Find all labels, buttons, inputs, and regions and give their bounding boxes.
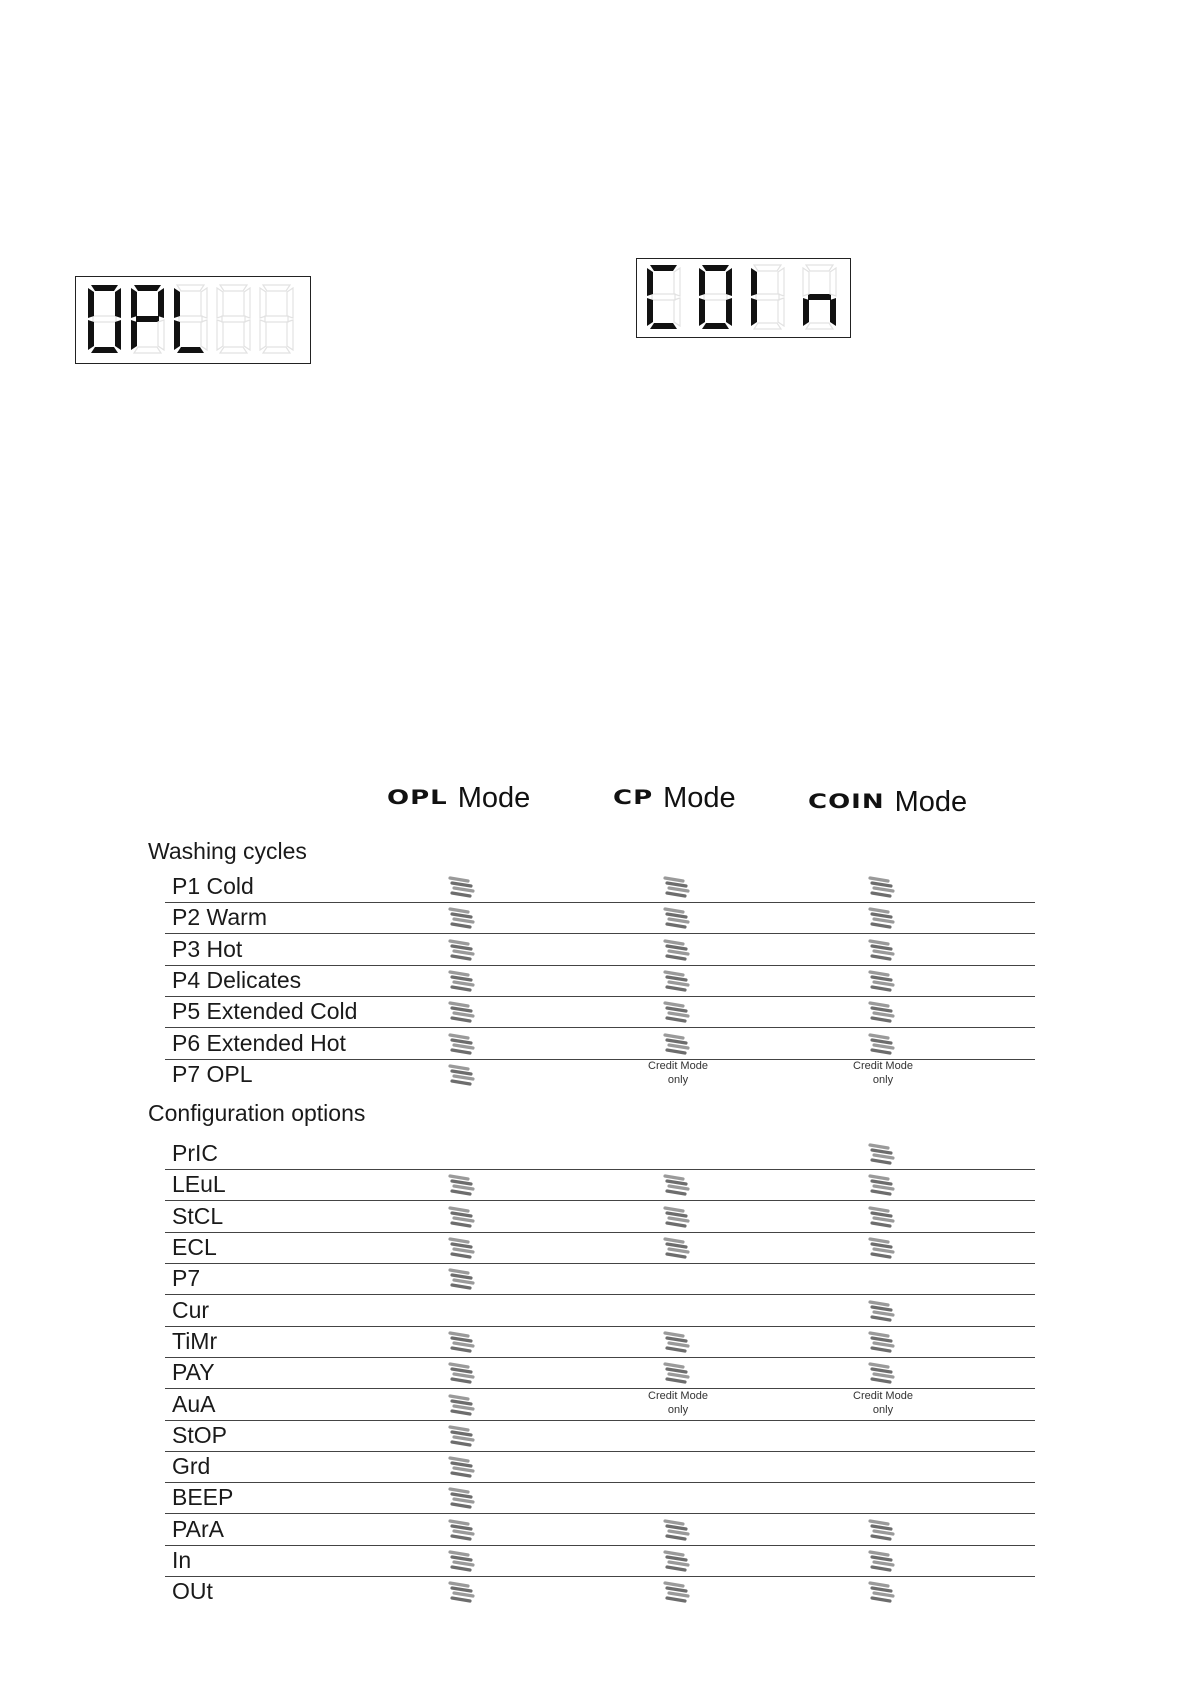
table-row: [165, 934, 1035, 966]
check-mark-icon: [868, 1580, 898, 1604]
check-mark-icon: [868, 969, 898, 993]
check-mark-icon: [868, 1330, 898, 1354]
cp-mode-code: CP: [613, 786, 654, 810]
table-row: [165, 1169, 1035, 1201]
table-row: [165, 1389, 1035, 1421]
row-label: StCL: [172, 1202, 224, 1229]
check-mark-icon: [868, 1173, 898, 1197]
credit-mode-only-note: [638, 1389, 718, 1417]
check-mark-icon: [448, 1424, 478, 1448]
check-mark-icon: [448, 1330, 478, 1354]
table-row: [165, 1576, 1035, 1607]
row-label: TiMr: [172, 1327, 218, 1354]
row-label: P1 Cold: [172, 873, 254, 899]
row-label: P2 Warm: [172, 904, 267, 931]
table-row: [165, 1295, 1035, 1327]
check-mark-icon: [448, 1486, 478, 1510]
credit-note-line2: only: [667, 1073, 689, 1086]
check-mark-icon: [448, 1032, 478, 1056]
credit-note-line2: only: [872, 1403, 894, 1416]
row-label: Grd: [172, 1453, 211, 1480]
credit-note-line1: Credit Mode: [648, 1059, 708, 1072]
check-mark-icon: [663, 1361, 693, 1385]
check-mark-icon: [448, 1063, 478, 1087]
check-mark-icon: [663, 938, 693, 962]
check-mark-icon: [868, 1000, 898, 1024]
check-mark-icon: [448, 1549, 478, 1573]
cp-mode-word: Mode: [663, 781, 736, 814]
table-row: [165, 1420, 1035, 1452]
check-mark-icon: [663, 1549, 693, 1573]
row-label: P6 Extended Hot: [172, 1029, 346, 1056]
table-row: [165, 1263, 1035, 1295]
check-mark-icon: [448, 969, 478, 993]
check-mark-icon: [663, 1000, 693, 1024]
table-row: [165, 1514, 1035, 1546]
table-row: [165, 1357, 1035, 1389]
check-mark-icon: [448, 1455, 478, 1479]
check-mark-icon: [663, 1236, 693, 1260]
row-label: LEuL: [172, 1171, 226, 1198]
check-mark-icon: [663, 1032, 693, 1056]
section-title: Configuration options: [148, 1100, 366, 1127]
check-mark-icon: [663, 1205, 693, 1229]
column-header-cp: [613, 778, 736, 818]
check-mark-icon: [663, 1173, 693, 1197]
column-header-opl: [387, 778, 530, 818]
table-row: [165, 871, 1035, 903]
credit-mode-only-note: [843, 1059, 923, 1087]
opl-mode-word: Mode: [457, 781, 531, 814]
check-mark-icon: [868, 1236, 898, 1260]
check-mark-icon: [448, 1205, 478, 1229]
table-row: [165, 965, 1035, 997]
check-mark-icon: [868, 1299, 898, 1323]
coin-mode-word: Mode: [894, 785, 968, 818]
credit-mode-only-note: [638, 1059, 718, 1087]
credit-mode-only-note: [843, 1389, 923, 1417]
check-mark-icon: [448, 1173, 478, 1197]
row-label: P5 Extended Cold: [172, 998, 358, 1025]
row-label: P3 Hot: [172, 935, 243, 962]
check-mark-icon: [448, 1267, 478, 1291]
table-row: [165, 1028, 1035, 1060]
check-mark-icon: [448, 1393, 478, 1417]
row-label: P4 Delicates: [172, 966, 302, 993]
check-mark-icon: [868, 1549, 898, 1573]
row-label: P7: [172, 1265, 201, 1292]
check-mark-icon: [448, 1518, 478, 1542]
table-row: [165, 1482, 1035, 1514]
row-label: PrIC: [172, 1140, 218, 1167]
opl-mode-code: OPL: [387, 786, 448, 810]
credit-note-line1: Credit Mode: [648, 1389, 708, 1402]
credit-note-line1: Credit Mode: [853, 1389, 913, 1402]
table-row: [165, 902, 1035, 934]
credit-note-line1: Credit Mode: [853, 1059, 913, 1072]
check-mark-icon: [868, 1205, 898, 1229]
check-mark-icon: [663, 906, 693, 930]
row-label: StOP: [172, 1421, 227, 1448]
row-label: AuA: [172, 1390, 216, 1417]
check-mark-icon: [663, 1518, 693, 1542]
row-label: ECL: [172, 1234, 217, 1260]
row-label: P7 OPL: [172, 1060, 253, 1087]
check-mark-icon: [448, 938, 478, 962]
check-mark-icon: [868, 1518, 898, 1542]
table-row: [165, 1232, 1035, 1264]
check-mark-icon: [448, 906, 478, 930]
table-row: [165, 1138, 1035, 1170]
table-row: [165, 1201, 1035, 1233]
check-mark-icon: [868, 1032, 898, 1056]
check-mark-icon: [868, 906, 898, 930]
check-mark-icon: [868, 938, 898, 962]
check-mark-icon: [663, 1330, 693, 1354]
check-mark-icon: [448, 1000, 478, 1024]
check-mark-icon: [663, 1580, 693, 1604]
check-mark-icon: [663, 969, 693, 993]
check-mark-icon: [448, 875, 478, 899]
credit-note-line2: only: [667, 1403, 689, 1416]
check-mark-icon: [868, 1142, 898, 1166]
check-mark-icon: [868, 1361, 898, 1385]
table-row: [165, 1545, 1035, 1577]
column-header-coin: [808, 782, 967, 822]
check-mark-icon: [663, 875, 693, 899]
row-label: In: [172, 1547, 192, 1573]
table-row: [165, 1059, 1035, 1090]
check-mark-icon: [448, 1236, 478, 1260]
row-label: OUt: [172, 1578, 213, 1605]
credit-note-line2: only: [872, 1073, 894, 1086]
row-label: PArA: [172, 1515, 224, 1542]
check-mark-icon: [448, 1361, 478, 1385]
row-label: PAY: [172, 1359, 215, 1386]
table-row: [165, 1326, 1035, 1358]
table-row: [165, 1451, 1035, 1483]
section-title: Washing cycles: [148, 838, 307, 864]
row-label: BEEP: [172, 1484, 234, 1511]
coin-mode-code: COIN: [808, 790, 885, 814]
check-mark-icon: [448, 1580, 478, 1604]
table-row: [165, 996, 1035, 1028]
check-mark-icon: [868, 875, 898, 899]
row-label: Cur: [172, 1296, 210, 1323]
